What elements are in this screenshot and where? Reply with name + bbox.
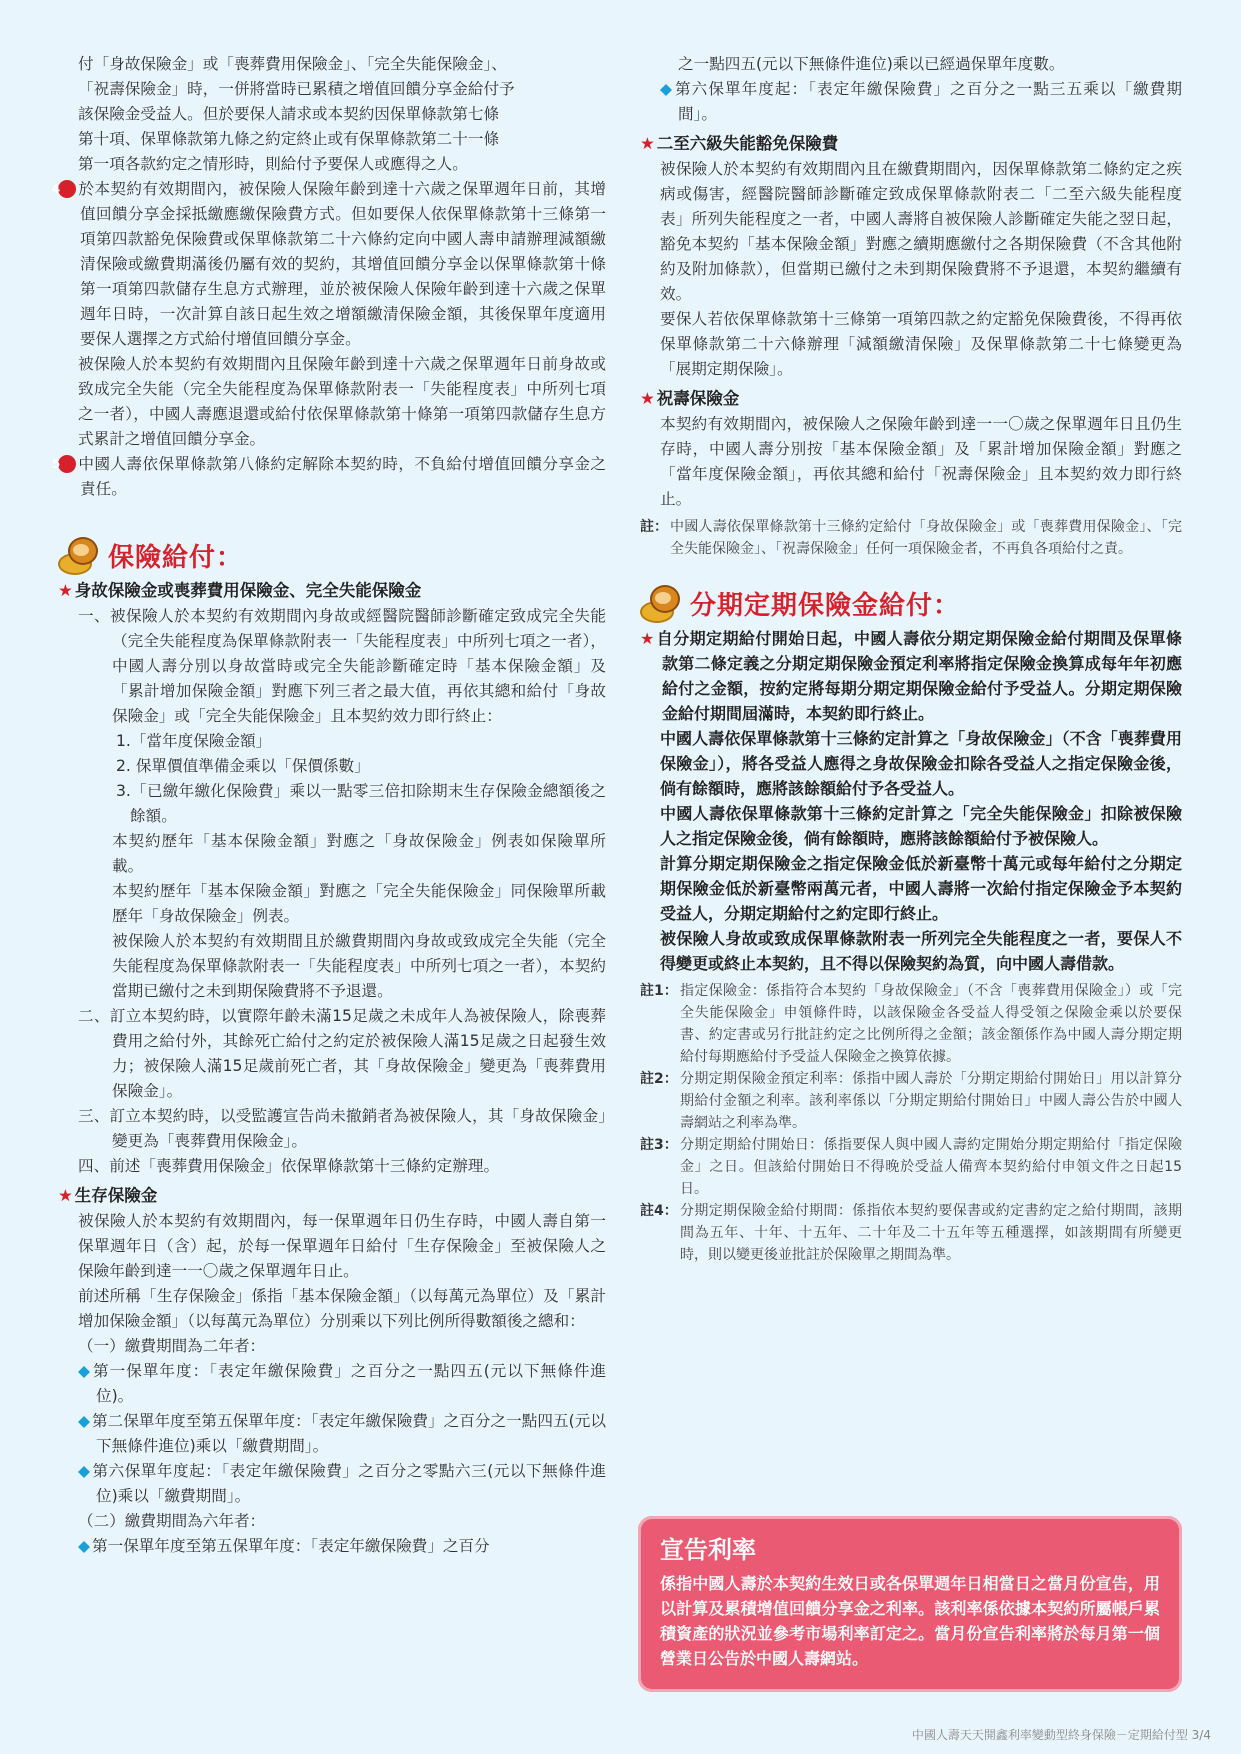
death-item-4: 四、前述「喪葬費用保險金」依保單條款第十三條約定辦理。 <box>78 1157 500 1175</box>
diamond-icon: ◆ <box>78 1412 91 1430</box>
item-5 <box>51 452 606 502</box>
note-text: 中國人壽依保單條款第十三條約定給付「身故保險金」或「喪葬費用保險金」、「完全失能保險金」、「祝壽保險金」任何一項保險金者，不再負各項給付之責。 <box>670 519 1182 557</box>
note-row <box>640 980 1182 1068</box>
mascot-icon <box>58 535 102 575</box>
death-item-2: 二、訂立本契約時，以實際年齡未滿15足歲之未成年人為被保險人，除喪葬費用之給付外，其餘死亡給付之約定於被保險人滿15足歲之日起發生效力；被保險人滿15足歲前死亡者，其「身故保險金」變更為「喪葬費用保險金」。 <box>78 1007 606 1100</box>
note-row <box>640 516 1182 560</box>
page-footer: 中國人壽天天開鑫利率變動型終身保險－定期給付型 3/4 <box>911 1728 1211 1742</box>
survival-bullet: ◆ 第六保單年度起：「表定年繳保險費」之百分之一點三五乘以「繳費期間」。 <box>660 80 1182 123</box>
item-5-text: 中國人壽依保單條款第八條約定解除本契約時，不負給付增值回饋分享金之責任。 <box>78 455 606 498</box>
number-badge-5: 5 <box>58 455 76 473</box>
intro-line: 該保險金受益人。但於要保人請求或本契約因保單條款第七條 <box>78 105 500 123</box>
star-icon: ★ <box>58 581 73 600</box>
installment-paragraph: 中國人壽依保單條款第十三條約定計算之「完全失能保險金」扣除被保險人之指定保險金後，倘有餘額時，應將該餘額給付予被保險人。 <box>660 804 1182 848</box>
note-text: 指定保險金：係指符合本契約「身故保險金」（不含「喪葬費用保險金」）或「完全失能保險金」申領條件時，以該保險金各受益人得受領之保險金乘以於要保書、約定書或另行批註約定之比例所得之金額；該金額係作為中國人壽分期定期給付每期應給付予受益人保險金之換算依據。 <box>680 983 1182 1065</box>
item-4-paragraph: 被保險人於本契約有效期間內且保險年齡到達十六歲之保單週年日前身故或致成完全失能（完全失能程度為保單條款附表一「失能程度表」中所列七項之一者），中國人壽應退還或給付依保單條款第十條第一項第四款儲存生息方式累計之增值回饋分享金。 <box>78 355 606 448</box>
benefit-section-heading <box>58 532 606 578</box>
number-badge-4: 4 <box>58 180 76 198</box>
installment-notes <box>640 980 1182 1266</box>
diamond-icon: ◆ <box>78 1537 90 1555</box>
note-label: 註3： <box>640 1137 678 1153</box>
intro-block <box>58 52 606 177</box>
waiver-paragraph: 被保險人於本契約有效期間內且在繳費期間內，因保單條款第二條約定之疾病或傷害，經醫院醫師診斷確定致成保單條款附表二「二至六級失能程度表」所列失能程度之一者，中國人壽將自被保險人診斷確定失能之翌日起，豁免本契約「基本保險金額」對應之續期應繳付之各期保險費（不含其他附約及附加條款），但當期已繳付之未到期保險費將不予退還，本契約繼續有效。 <box>660 160 1182 303</box>
note-label: 註4： <box>640 1203 678 1219</box>
longevity-paragraph: 本契約有效期間內，被保險人之保險年齡到達一一〇歲之保單週年日且仍生存時，中國人壽分別按「基本保險金額」及「累計增加保險金額」對應之「當年度保險金額」，再依其總和給付「祝壽保險金」且本契約效力即行終止。 <box>660 415 1182 508</box>
survival-subhead: （一）繳費期間為二年者： <box>78 1337 266 1355</box>
note-row <box>640 1068 1182 1134</box>
declared-rate-box <box>638 1516 1182 1692</box>
survival-bullet: ◆ 第二保單年度至第五保單年度：「表定年繳保險費」之百分之一點四五(元以下無條件進位)乘以「繳費期間」。 <box>78 1412 606 1455</box>
intro-line: 第十項、保單條款第九條之約定終止或有保單條款第二十一條 <box>78 130 500 148</box>
note-row <box>640 1134 1182 1200</box>
mascot-icon <box>640 583 684 623</box>
death-paragraph: 被保險人於本契約有效期間且於繳費期間內身故或致成完全失能（完全失能程度為保單條款附表一「失能程度表」中所列七項之一者），本契約當期已繳付之未到期保險費將不予退還。 <box>112 932 606 1000</box>
waiver-title: ★ 二至六級失能豁免保險費 <box>640 134 839 153</box>
longevity-title: ★ 祝壽保險金 <box>640 389 740 408</box>
diamond-icon: ◆ <box>78 1362 92 1380</box>
survival-paragraph: 被保險人於本契約有效期間內，每一保單週年日仍生存時，中國人壽自第一保單週年日（含）起，於每一保單週年日給付「生存保險金」至被保險人之保險年齡到達一一〇歲之保單週年日止。 <box>78 1212 606 1280</box>
death-item-3: 三、訂立本契約時，以受監護宣告尚未撤銷者為被保險人，其「身故保險金」變更為「喪葬費用保險金」。 <box>78 1107 606 1150</box>
survival-benefit-title: ★ 生存保險金 <box>58 1186 158 1205</box>
item-4-text: 於本契約有效期間內，被保險人保險年齡到達十六歲之保單週年日前，其增值回饋分享金採抵繳應繳保險費方式。但如要保人依保單條款第十三條第一項第四款豁免保險費或保單條款第二十六條約定向中國人壽申請辦理減額繳清保險或繳費期滿後仍屬有效的契約，其增值回饋分享金以保單條款第十條第一項第四款儲存生息方式辦理，並於被保險人保險年齡到達十六歲之保單週年日時，一次計算自該日起生效之增額繳清保險金額，其後保單年度適用要保人選擇之方式給付增值回饋分享金。 <box>78 180 606 348</box>
note-text: 分期定期給付開始日：係指要保人與中國人壽約定開始分期定期給付「指定保險金」之日。但該給付開始日不得晚於受益人備齊本契約給付申領文件之日起15日。 <box>680 1137 1182 1197</box>
death-list-item: 2. 保單價值準備金乘以「保價係數」 <box>116 757 370 775</box>
right-column <box>640 52 1182 1266</box>
benefit-note <box>640 516 1182 560</box>
waiver-paragraph: 要保人若依保單條款第十三條第一項第四款之約定豁免保險費後，不得再依保單條款第二十六條辦理「減額繳清保險」及保單條款第二十七條變更為「展期定期保險」。 <box>660 310 1182 378</box>
star-icon: ★ <box>640 134 655 153</box>
declared-rate-title: 宣告利率 <box>660 1536 756 1564</box>
note-label: 註： <box>640 519 668 535</box>
note-text: 分期定期保險金預定利率：係指中國人壽於「分期定期給付開始日」用以計算分期給付金額之利率。該利率係以「分期定期給付開始日」中國人壽公告於中國人壽網站之利率為準。 <box>680 1071 1182 1131</box>
continued-text: 之一點四五(元以下無條件進位)乘以已經過保單年度數。 <box>678 55 1065 73</box>
note-label: 註2： <box>640 1071 678 1087</box>
survival-subhead: （二）繳費期間為六年者： <box>78 1512 266 1530</box>
star-icon: ★ <box>640 629 655 648</box>
declared-rate-text: 係指中國人壽於本契約生效日或各保單週年日相當日之當月份宣告，用以計算及累積增值回饋分享金之利率。該利率係依據本契約所屬帳戶累積資產的狀況並參考市場利率訂定之。當月份宣告利率將於每月第一個營業日公告於中國人壽網站。 <box>660 1574 1160 1668</box>
intro-line: 付「身故保險金」或「喪葬費用保險金」、「完全失能保險金」、 <box>78 55 507 73</box>
survival-bullet: ◆ 第一保單年度至第五保單年度：「表定年繳保險費」之百分 <box>78 1537 490 1555</box>
diamond-icon: ◆ <box>660 80 674 98</box>
installment-section-heading <box>640 580 1182 626</box>
death-item-1: 一、被保險人於本契約有效期間內身故或經醫院醫師診斷確定致成完全失能（完全失能程度為保單條款附表一「失能程度表」中所列七項之一者），中國人壽分別以身故當時或完全失能診斷確定時「基本保險金額」及「累計增加保險金額」對應下列三者之最大值，再依其總和給付「身故保險金」或「完全失能保險金」且本契約效力即行終止： <box>78 607 606 725</box>
death-list-item: 3.「已繳年繳化保險費」乘以一點零三倍扣除期末生存保險金總額後之餘額。 <box>116 782 606 825</box>
installment-paragraph: 被保險人身故或致成保單條款附表一所列完全失能程度之一者，要保人不得變更或終止本契約，且不得以保險契約為質，向中國人壽借款。 <box>660 929 1182 973</box>
diamond-icon: ◆ <box>78 1462 91 1480</box>
installment-title: 分期定期保險金給付： <box>690 590 961 621</box>
survival-bullet: ◆ 第六保單年度起：「表定年繳保險費」之百分之零點六三(元以下無條件進位)乘以「繳費期間」。 <box>78 1462 606 1505</box>
installment-paragraph: 中國人壽依保單條款第十三條約定計算之「身故保險金」（不含「喪葬費用保險金」），將各受益人應得之身故保險金扣除各受益人之指定保險金後，倘有餘額時，應將該餘額給付予各受益人。 <box>660 729 1182 798</box>
star-icon: ★ <box>58 1186 73 1205</box>
left-column <box>51 52 606 1559</box>
installment-body <box>640 626 1182 976</box>
note-row <box>640 1200 1182 1266</box>
intro-line: 「祝壽保險金」時，一併將當時已累積之增值回饋分享金給付予 <box>78 80 515 98</box>
death-list-item: 1.「當年度保險金額」 <box>116 732 272 750</box>
note-label: 註1： <box>640 983 678 999</box>
installment-paragraph: 計算分期定期保險金之指定保險金低於新臺幣十萬元或每年給付之分期定期保險金低於新臺幣兩萬元者，中國人壽將一次給付指定保險金予本契約受益人，分期定期給付之約定即行終止。 <box>660 854 1182 923</box>
death-paragraph: 本契約歷年「基本保險金額」對應之「完全失能保險金」同保險單所載歷年「身故保險金」例表。 <box>112 882 606 925</box>
intro-line: 第一項各款約定之情形時，則給付予要保人或應得之人。 <box>78 155 468 173</box>
benefit-title: 保險給付： <box>108 542 244 573</box>
death-benefit-title: ★ 身故保險金或喪葬費用保險金、完全失能保險金 <box>58 581 422 600</box>
item-4 <box>51 177 606 352</box>
survival-bullet: ◆ 第一保單年度：「表定年繳保險費」之百分之一點四五(元以下無條件進位)。 <box>78 1362 606 1405</box>
star-icon: ★ <box>640 389 655 408</box>
installment-paragraph: ★ 自分期定期給付開始日起，中國人壽依分期定期保險金給付期間及保單條款第二條定義之分期定期保險金預定利率將指定保險金換算成每年年初應給付之金額，按約定將每期分期定期保險金給付予受益人。分期定期保險金給付期間屆滿時，本契約即行終止。 <box>640 629 1182 723</box>
survival-paragraph: 前述所稱「生存保險金」係指「基本保險金額」（以每萬元為單位）及「累計增加保險金額」（以每萬元為單位）分別乘以下列比例所得數額後之總和： <box>78 1287 606 1330</box>
death-paragraph: 本契約歷年「基本保險金額」對應之「身故保險金」例表如保險單所載。 <box>112 832 606 875</box>
note-text: 分期定期保險金給付期間：係指依本契約要保書或約定書約定之給付期間，該期間為五年、十年、十五年、二十年及二十五年等五種選擇，如該期間有所變更時，則以變更後並批註於保險單之期間為準。 <box>680 1203 1182 1263</box>
